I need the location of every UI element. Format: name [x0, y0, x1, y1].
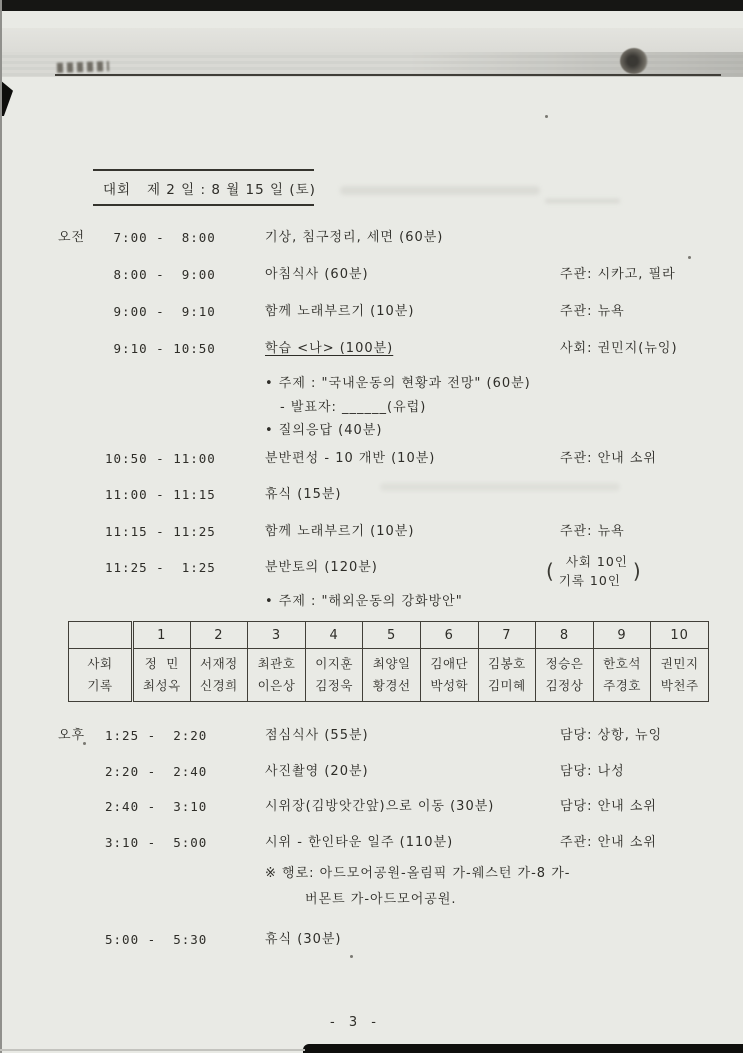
moderator-name: 정승은: [545, 655, 584, 671]
schedule-row: [58, 451, 720, 468]
moderator-name: 권민지: [660, 655, 699, 671]
scan-artifact-rule-line: [55, 74, 721, 76]
recorder-name: 주경호: [603, 678, 641, 693]
time-range: 7:00 - 8:00: [105, 230, 216, 245]
roster-cell: [133, 649, 191, 702]
scan-artifact-ghost-line: [545, 199, 620, 203]
organizer: 주관: 시카고, 필라: [560, 267, 676, 282]
moderator-name: 이지훈: [315, 655, 353, 671]
scan-artifact-speck: [545, 115, 548, 118]
roster-col-header: 7: [478, 622, 536, 649]
scan-artifact-bottom-strip: [303, 1044, 743, 1053]
schedule-row: [58, 267, 720, 284]
organizer: 담당: 나성: [560, 764, 625, 779]
roster-col-header: 9: [593, 622, 651, 649]
moderator-name: 김봉호: [487, 655, 526, 671]
schedule-row: [58, 799, 720, 816]
recorder-name: 신경희: [200, 678, 238, 693]
schedule-row: [58, 728, 720, 745]
recorder-name: 최성옥: [142, 678, 181, 693]
roster-col-header: 2: [190, 622, 248, 649]
recorder-name: 김미혜: [487, 678, 526, 693]
roster-col-header: 10: [651, 622, 709, 649]
roster-col-header: 3: [248, 622, 306, 649]
recorder-name: 박천주: [660, 678, 699, 693]
period-label-afternoon: 오후: [58, 728, 86, 743]
roster-corner-cell: [69, 622, 133, 649]
time-range: 1:25 - 2:20: [105, 728, 208, 743]
scan-artifact-speck: [350, 955, 353, 958]
activity: 점심식사 (55분): [265, 728, 369, 743]
roster-cell: [363, 649, 421, 702]
label-moderator: 사회: [87, 655, 113, 671]
study-topic-line: • 주제 : "국내운동의 현황과 전망" (60분): [265, 376, 531, 391]
page-number: - 3 -: [330, 1015, 381, 1030]
roster-col-header: 1: [133, 622, 191, 649]
scan-artifact-bottom-line: [0, 1049, 305, 1051]
roster-col-header: 8: [536, 622, 594, 649]
roster-col-header: 4: [305, 622, 363, 649]
study-presenter-line: - 발표자: ______(유럽): [280, 400, 427, 415]
schedule-row: [58, 341, 720, 358]
organizer: 주관: 안내 소위: [560, 451, 657, 466]
organizer: 담당: 상항, 뉴잉: [560, 728, 663, 743]
scan-artifact-top-strip: [0, 0, 743, 11]
roster-cell: [593, 649, 651, 702]
schedule-row: [58, 524, 720, 541]
roster-cell: [651, 649, 709, 702]
organizer: 담당: 안내 소위: [560, 799, 657, 814]
roster-col-header: 5: [363, 622, 421, 649]
scan-artifact-speck: [688, 256, 691, 259]
class-roster-table: [68, 621, 709, 702]
scan-artifact-smudge: [57, 61, 109, 73]
recorder-name: 황경선: [372, 678, 411, 693]
recorder-name: 이은상: [257, 678, 296, 693]
time-range: 11:25 - 1:25: [105, 560, 216, 575]
staff-moderators: 사회 10인: [565, 554, 628, 569]
time-range: 11:00 - 11:15: [105, 487, 216, 502]
recorder-name: 김정상: [545, 678, 584, 693]
roster-col-header: 6: [420, 622, 478, 649]
schedule-row: [58, 835, 720, 852]
recorder-name: 박성학: [430, 678, 469, 693]
schedule-row: [58, 230, 720, 247]
roster-cell: [190, 649, 248, 702]
roster-cell: [248, 649, 306, 702]
time-range: 2:40 - 3:10: [105, 799, 208, 814]
organizer: 주관: 안내 소위: [560, 835, 657, 850]
moderator-name: 서재정: [200, 655, 238, 671]
activity: 사진촬영 (20분): [265, 764, 369, 779]
study-qna-line: • 질의응답 (40분): [265, 423, 383, 438]
roster-header-row: [69, 622, 709, 649]
moderator-name: 김애단: [430, 655, 469, 671]
roster-cell: [305, 649, 363, 702]
organizer: 주관: 뉴욕: [560, 524, 625, 539]
discussion-topic-line: • 주제 : "해외운동의 강화방안": [265, 594, 463, 609]
time-range: 11:15 - 11:25: [105, 524, 216, 539]
discussion-staff-note: [546, 552, 641, 591]
roster-body-row: [69, 649, 709, 702]
time-range: 8:00 - 9:00: [105, 267, 216, 282]
roster-cell: [536, 649, 594, 702]
moderator-name: 최양일: [372, 655, 411, 671]
scan-artifact-ghost-text: [340, 186, 540, 195]
scan-artifact-left-edge: [0, 0, 2, 1053]
recorder-name: 김정욱: [315, 678, 353, 693]
schedule-row: [58, 764, 720, 781]
moderator-name: 한호석: [603, 655, 641, 671]
roster-cell: [420, 649, 478, 702]
schedule-row: [58, 304, 720, 321]
route-note-line2: 버몬트 가-아드모어공원.: [305, 892, 457, 907]
activity: 아침식사 (60분): [265, 267, 369, 282]
close-paren: ): [632, 559, 641, 584]
time-range: 9:00 - 9:10: [105, 304, 216, 319]
activity: 분반토의 (120분): [265, 560, 378, 575]
activity: 시위장(김방앗간앞)으로 이동 (30분): [265, 799, 495, 814]
schedule-row: [58, 932, 720, 949]
activity: 기상, 침구정리, 세면 (60분): [265, 230, 444, 245]
activity: 분반편성 - 10 개반 (10분): [265, 451, 436, 466]
time-range: 3:10 - 5:00: [105, 835, 208, 850]
time-range: 10:50 - 11:00: [105, 451, 216, 466]
roster-row-labels: [69, 649, 133, 702]
roster-cell: [478, 649, 536, 702]
activity: 함께 노래부르기 (10분): [265, 524, 415, 539]
organizer: 사회: 권민지(뉴잉): [560, 341, 678, 356]
open-paren: (: [546, 559, 554, 584]
activity: 시위 - 한인타운 일주 (110분): [265, 835, 454, 850]
activity: 휴식 (30분): [265, 932, 342, 947]
activity: 휴식 (15분): [265, 487, 342, 502]
period-label-morning: 오전: [58, 230, 86, 245]
activity: 함께 노래부르기 (10분): [265, 304, 415, 319]
organizer: 주관: 뉴욕: [560, 304, 625, 319]
label-recorder: 기록: [87, 678, 113, 693]
page-title: 대회 제 2 일 : 8 월 15 일 (토): [93, 169, 314, 206]
schedule-row: [58, 487, 720, 504]
route-note-line1: ※ 행로: 아드모어공원-올림픽 가-웨스턴 가-8 가-: [265, 866, 571, 881]
time-range: 5:00 - 5:30: [105, 932, 208, 947]
scan-artifact-ink-blob: [620, 48, 648, 74]
moderator-name: 최관호: [257, 655, 296, 671]
activity: 학습 <나> (100분): [265, 341, 394, 356]
staff-recorders: 기록 10인: [558, 573, 621, 589]
time-range: 2:20 - 2:40: [105, 764, 208, 779]
time-range: 9:10 - 10:50: [105, 341, 216, 356]
moderator-name: 정 민: [144, 655, 179, 671]
